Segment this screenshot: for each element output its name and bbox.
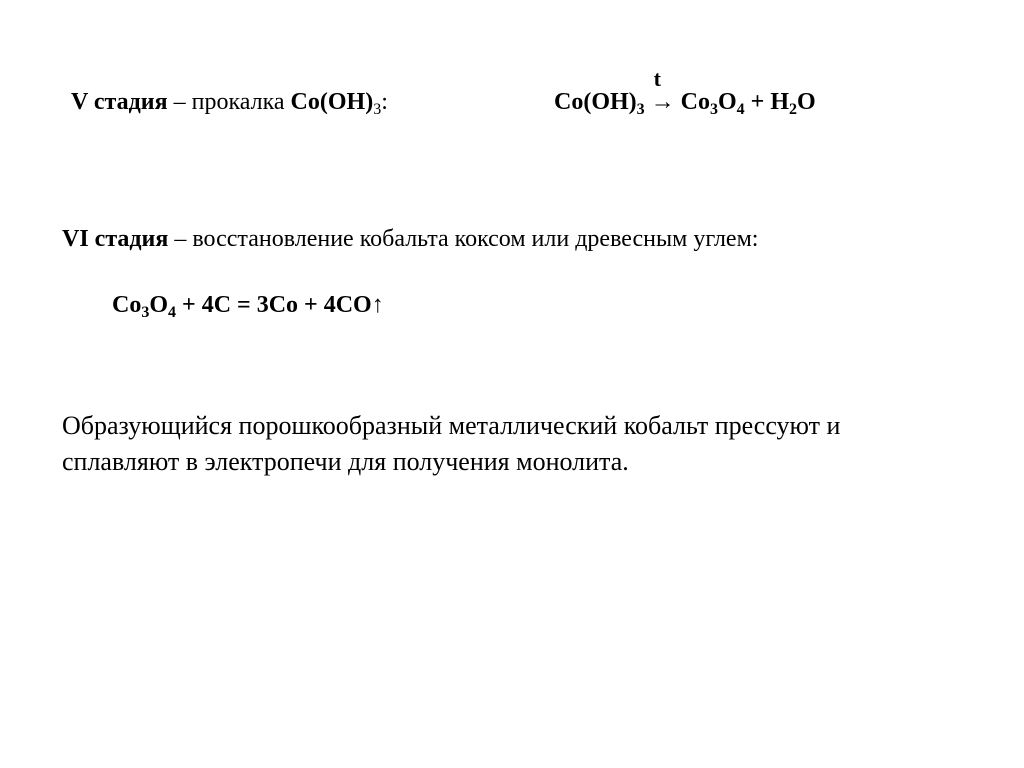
stage5-separator: – прокалка xyxy=(167,89,291,115)
right-arrow-icon: → xyxy=(650,89,675,115)
temperature-condition: t xyxy=(653,66,661,91)
stage6-text: – восстановление кобальта коксом или древесным углем: xyxy=(168,226,759,252)
stage5-formula-subscript: 3 xyxy=(373,101,382,118)
stage5-heading xyxy=(71,88,388,116)
up-arrow-icon: ↑ xyxy=(371,292,384,318)
paragraph-line-2: сплавляют в электропечи для получения монолита. xyxy=(62,447,629,476)
equation-calcination: $Co(OH)_3$ t → $Co_3O_4 + H_2O$ xyxy=(554,66,816,118)
stage5-formula: Co(OH) xyxy=(290,89,374,115)
stage5-label: V стадия xyxy=(71,89,168,115)
paragraph-line-1: Образующийся порошкообразный металлический кобальт прессуют и xyxy=(62,411,841,440)
stage6-label: VI стадия xyxy=(62,226,169,252)
stage6-heading xyxy=(62,225,758,253)
stage5-colon: : xyxy=(381,89,388,115)
description-paragraph xyxy=(62,408,962,480)
equation-reduction: $Co_3O_4 + 4C = 3Co$ + 4CO↑ xyxy=(112,292,384,321)
heat-arrow xyxy=(645,66,675,116)
